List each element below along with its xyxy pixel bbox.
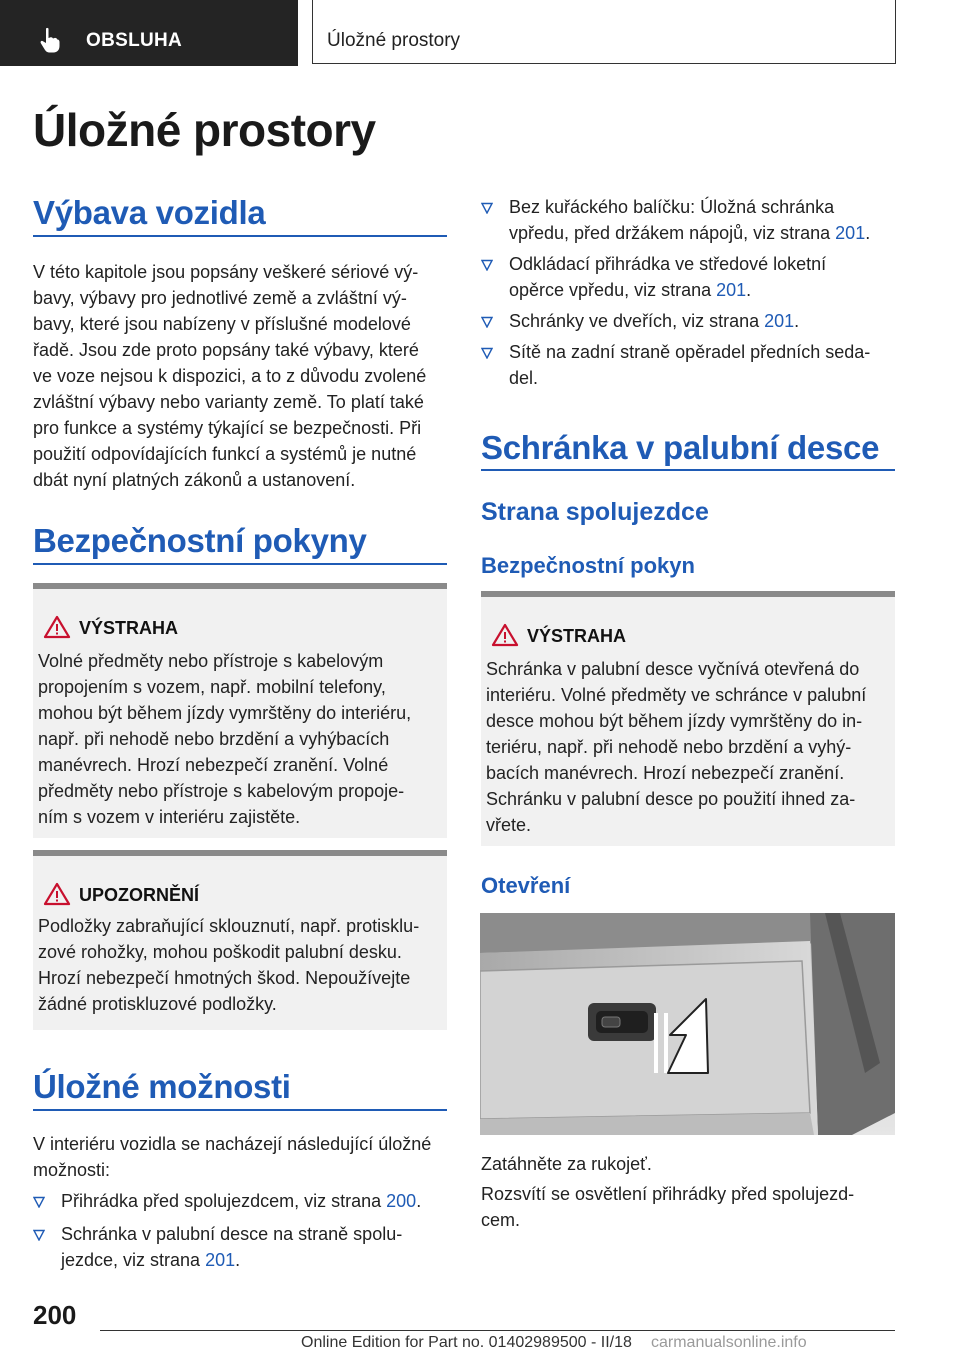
footer-edition: Online Edition for Part no. 01402989500 - II/18 [301, 1334, 632, 1351]
watermark: carmanualsonline.info [651, 1334, 807, 1351]
section-label: Úložné prostory [327, 30, 461, 51]
list-item: Bez kuřáckého balíčku: Úložná schránka vpředu, před držákem nápojů, viz strana 201. [481, 194, 895, 246]
heading-rule [33, 563, 447, 565]
bullet-triangle-icon [481, 347, 493, 359]
step-light: Rozsvítí se osvětlení přihrádky před spolujezd‐ cem. [481, 1184, 855, 1230]
bullet-triangle-icon [33, 1196, 45, 1208]
paragraph-moznosti: V interiéru vozidla se nacházejí následující úložné možnosti: [33, 1134, 432, 1180]
page-link[interactable]: 201 [835, 223, 866, 243]
heading-rule [33, 1109, 447, 1111]
section-tab [312, 0, 896, 64]
notice-box [33, 850, 447, 1030]
warning-title: VÝSTRAHA [527, 626, 627, 646]
page-number: 200 [33, 1300, 77, 1330]
list-item: Schránky ve dveřích, viz strana 201. [481, 308, 895, 334]
glovebox-photo [480, 913, 895, 1135]
warning-text: Schránka v palubní desce vyčnívá otevřená do interiéru. Volné předměty ve schránce v palubní desce mohou být během jízdy vymrštěny do in‐ teriéru, např. při nehodě nebo brzdění a vyhý‐ bacích manévrech. Hrozí nebezpečí zranění. Schránku v palubní desce po použití ihned za‐ vřete. [486, 659, 867, 835]
list-item: Odkládací přihrádka ve středové loketní opěrce vpředu, viz strana 201. [481, 251, 895, 303]
bullet-triangle-icon [481, 316, 493, 328]
warning-text: Volné předměty nebo přístroje s kabelovým propojením s vozem, např. mobilní telefony, mohou být během jízdy vymrštěny do interiéru, např. při nehodě nebo brzdění a vyhýbacích manévrech. Hrozí nebezpečí zranění. Volné předměty nebo přístroje s kabelovým propoje‐ ním s vozem v interiéru zajistěte. [38, 651, 412, 827]
page-link[interactable]: 201 [716, 280, 747, 300]
warning-triangle-icon [491, 623, 519, 647]
warning-box [481, 591, 895, 846]
page-link[interactable]: 201 [205, 1250, 236, 1270]
bullet-triangle-icon [481, 259, 493, 271]
footer-rule [100, 1330, 895, 1331]
heading-rule [33, 235, 447, 237]
subheading-strana: Strana spolujezdce [481, 498, 709, 526]
step-pull-handle: Zatáhněte za rukojeť. [481, 1154, 652, 1174]
heading-vybava: Výbava vozidla [33, 194, 266, 231]
list-item: Sítě na zadní straně opěradel předních seda‐ del. [481, 339, 895, 391]
hand-pointer-icon [40, 27, 60, 53]
page-link[interactable]: 201 [764, 311, 795, 331]
bullet-triangle-icon [33, 1229, 45, 1241]
glovebox-illustration [480, 913, 895, 1135]
notice-title: UPOZORNĚNÍ [79, 885, 200, 905]
warning-triangle-icon [43, 882, 71, 906]
notice-text: Podložky zabraňující sklouznutí, např. protisklu‐ zové rohožky, mohou poškodit palubní desku. Hrozí nebezpečí hmotných škod. Nepoužívejte žádné protiskluzové podložky. [38, 916, 420, 1014]
bullet-triangle-icon [481, 202, 493, 214]
subheading-otevreni: Otevření [481, 873, 571, 898]
heading-rule [481, 469, 895, 471]
heading-schranka: Schránka v palubní desce [481, 429, 880, 466]
subheading-pokyn: Bezpečnostní pokyn [481, 553, 695, 578]
list-item: Přihrádka před spolujezdcem, viz strana 200. [33, 1188, 447, 1214]
chapter-tab[interactable] [0, 0, 298, 66]
page-title: Úložné prostory [33, 104, 376, 156]
page-link[interactable]: 200 [386, 1191, 417, 1211]
warning-triangle-icon [43, 615, 71, 639]
heading-bezpecnost: Bezpečnostní pokyny [33, 522, 367, 559]
warning-title: VÝSTRAHA [79, 618, 179, 638]
warning-box [33, 583, 447, 838]
paragraph-vybava: V této kapitole jsou popsány veškeré sériové vý‐ bavy, výbavy pro jednotlivé země a zvláštní vý‐ bavy, které jsou nabízeny v příslušné modelové řadě. Jsou zde proto popsány také výbavy, které ve voze nejsou k dispozici, a to z důvodu zvolené zvláštní výbavy nebo varianty země. To platí také pro funkce a systémy týkající se bezpečnosti. Při použití odpovídajících funkcí a systémů je nutné dbát nyní platných zákonů a ustanovení. [33, 262, 427, 490]
list-item: Schránka v palubní desce na straně spolu‐ jezdce, viz strana 201. [33, 1221, 447, 1273]
heading-moznosti: Úložné možnosti [33, 1068, 291, 1105]
chapter-label: OBSLUHA [86, 30, 183, 51]
